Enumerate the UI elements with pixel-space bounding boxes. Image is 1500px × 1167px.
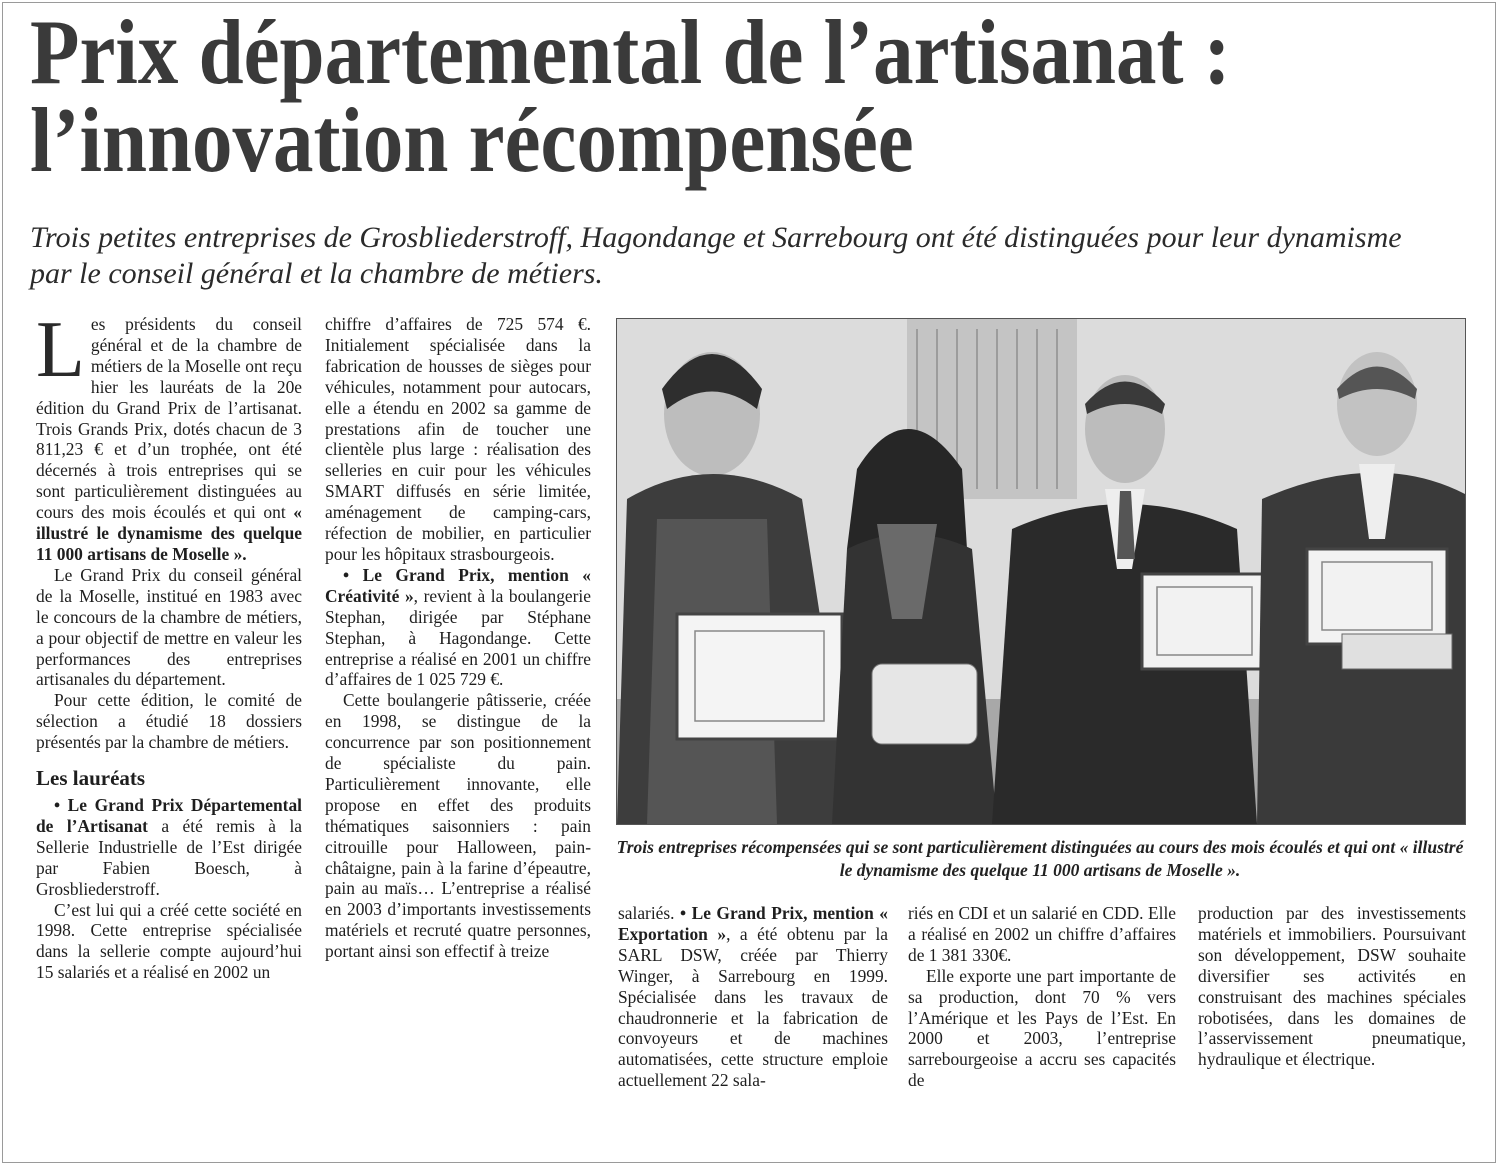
paragraph-dsw-development: production par des investissements matériels et immobiliers. Poursuivant son développement, DSW souhaite diversifier ses activités en construisant des machines spéciales robotisées, dans les domaines de l’asservissement pneumatique, hydraulique et électrique.	[1198, 903, 1466, 1070]
article-column-5	[1198, 903, 1466, 1070]
paragraph-exportation: salariés. • Le Grand Prix, mention « Exportation », a été obtenu par la SARL DSW, créée par Thierry Winger, à Sarrebourg en 1999. Spécialisée dans les travaux de chaudronnerie et la fabrication de convoyeurs et de machines automatisées, cette structure emploie actuellement 22 sala-	[618, 903, 888, 1091]
paragraph-boulangerie: Cette boulangerie pâtisserie, créée en 1998, se distingue de la concurrence par son positionnement de spécialiste du pain. Particulièrement innovante, elle propose en effet des produits thématiques saisonniers : pain citrouille pour Halloween, pain-châtaigne, pain à la farine d’épeautre, pain au maïs… L’entreprise a réalisé en 2003 d’importants investissements matériels et recruté quatre personnes, portant ainsi son effectif à treize	[325, 690, 591, 962]
paragraph-creativite: • Le Grand Prix, mention « Créativité », revient à la boulangerie Stephan, dirigée par Stéphane Stephan, à Hagondange. Cette entreprise a réalisé en 2001 un chiffre d’affaires de 1 025 729 €.	[325, 564, 591, 690]
paragraph-dsw-export: Elle exporte une part importante de sa production, dont 70 % vers l’Amérique et les Pays de l’Est. En 2000 et 2003, l’entreprise sarrebourgeoise a accru ses capacités de	[908, 965, 1176, 1091]
article-column-1	[36, 306, 302, 983]
article-column-2	[325, 314, 591, 962]
paragraph-sellerie-continued: chiffre d’affaires de 725 574 €. Initialement spécialisée dans la fabrication de housses de sièges pour véhicules, notamment pour autocars, elle a étendu en 2002 sa gamme de prestations afin de toucher une clientèle plus large : réalisation des selleries en cuir pour les véhicules SMART diffusés en série limitée, aménagement de camping-cars, réfection de mobilier, en particulier pour les hôpitaux strasbourgeois.	[325, 314, 591, 564]
headline-line-1: Prix départemental de l’artisanat :	[30, 1, 1231, 103]
drop-cap: L	[36, 306, 85, 394]
paragraph-sellerie: C’est lui qui a créé cette société en 1998. Cette entreprise spécialisée dans la sellerie compte aujourd’hui 15 salariés et a réalisé en 2002 un	[36, 899, 302, 983]
paragraph-dsw-figures: riés en CDI et un salarié en CDD. Elle a réalisé en 2002 un chiffre d’affaires de 1 381 330€.	[908, 903, 1176, 965]
paragraph-selection: Pour cette édition, le comité de sélection a étudié 18 dossiers présentés par la chambre de métiers.	[36, 690, 302, 753]
headline	[30, 1, 1297, 191]
standfirst: Trois petites entreprises de Grosbliederstroff, Hagondange et Sarrebourg ont été distinguées pour leur dynamisme par le conseil général et la chambre de métiers.	[30, 221, 1402, 290]
article-column-3	[618, 903, 888, 1091]
article-column-4	[908, 903, 1176, 1091]
intro-paragraph: Les présidents du conseil général et de la chambre de métiers de la Moselle ont reçu hier les lauréats de la 20e édition du Grand Prix de l’artisanat. Trois Grands Prix, dotés chacun de 3 811,23 € et d’un trophée, ont été décernés à trois entreprises qui se sont particulièrement distinguées au cours des mois écoulés et qui ont « illustré le dynamisme des quelque 11 000 artisans de Moselle ».	[36, 306, 302, 564]
paragraph-grand-prix-history: Le Grand Prix du conseil général de la Moselle, institué en 1983 avec le concours de la chambre de métiers, a pour objectif de mettre en valeur les performances des entreprises artisanales du département.	[36, 564, 302, 690]
headline-line-2: l’innovation récompensée	[30, 89, 914, 191]
subheading-laureats: Les lauréats	[36, 766, 146, 791]
paragraph-prix-departemental: • Le Grand Prix Départemental de l’Artisanat a été remis à la Sellerie Industrielle de l’Est dirigée par Fabien Boesch, à Grosbliederstroff.	[36, 795, 302, 899]
photo-caption: Trois entreprises récompensées qui se sont particulièrement distinguées au cours des mois écoulés et qui ont « illustré le dynamisme des quelque 11 000 artisans de Moselle ».	[616, 837, 1464, 880]
award-photo	[616, 318, 1466, 825]
award-photo-illustration	[617, 319, 1465, 824]
